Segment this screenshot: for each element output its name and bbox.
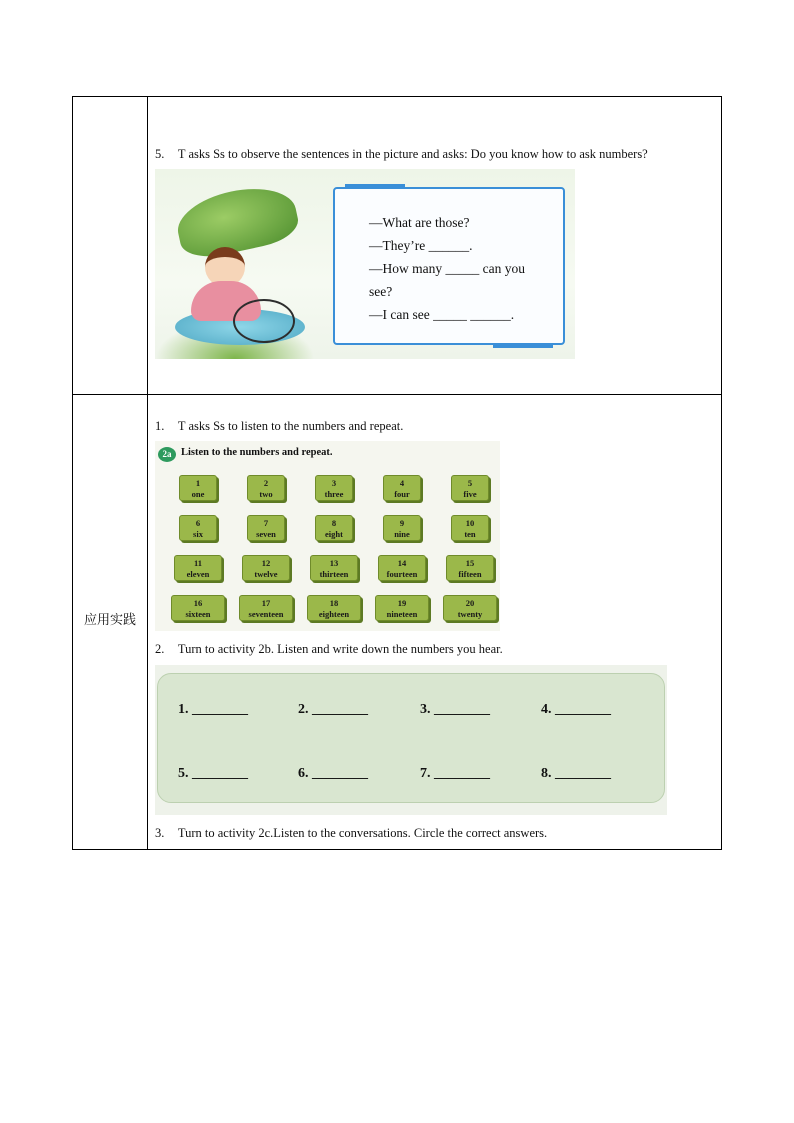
blank-3[interactable]: 3. ________ (420, 702, 490, 717)
number-tile-word: five (463, 489, 477, 499)
number-tile (443, 595, 497, 621)
number-tile-digit: 11 (193, 558, 203, 568)
step-5: 5. T asks Ss to observe the sentences in the picture and asks: Do you know how to ask numbers? (155, 147, 648, 161)
number-tile-word: six (193, 529, 203, 539)
number-tile-word: twenty (457, 609, 483, 619)
number-tile (247, 475, 285, 501)
number-tile (383, 475, 421, 501)
step-5-text: T asks Ss to observe the sentences in the picture and asks: Do you know how to ask numbers? (177, 147, 648, 161)
row-label-practice: 应用实践 (83, 613, 136, 628)
number-tile-digit: 9 (399, 518, 405, 528)
number-tile-word: eighteen (318, 609, 350, 619)
lesson-table (72, 96, 722, 850)
numbers-panel-title: Listen to the numbers and repeat. (181, 447, 333, 458)
write-numbers-box (155, 665, 667, 815)
number-tile-word: one (191, 489, 205, 499)
number-tile-digit: 15 (465, 558, 475, 568)
number-tile-word: eight (325, 529, 343, 539)
number-tile-word: fifteen (458, 569, 482, 579)
number-tile-word: three (324, 489, 344, 499)
number-tile (171, 595, 225, 621)
number-tile-digit: 6 (195, 518, 201, 528)
number-tile-digit: 20 (465, 598, 475, 608)
dialog-line-5: —I can see _____ ______. (369, 307, 515, 322)
number-tile-word: nineteen (386, 609, 418, 619)
number-tile-digit: 8 (331, 518, 337, 528)
number-tile-digit: 17 (261, 598, 271, 608)
number-tile (174, 555, 222, 581)
girl-dialog-picture (155, 169, 575, 359)
number-tile-digit: 13 (329, 558, 339, 568)
step-2-text: Turn to activity 2b. Listen and write down the numbers you hear. (177, 642, 503, 656)
number-tile-digit: 5 (467, 478, 473, 488)
number-tile-digit: 3 (331, 478, 337, 488)
write-numbers-panel (157, 673, 665, 803)
step-3: 3. Turn to activity 2c.Listen to the conversations. Circle the correct answers. (155, 826, 548, 840)
number-tile (451, 475, 489, 501)
number-tile (242, 555, 290, 581)
number-tile-word: eleven (186, 569, 210, 579)
number-tile-digit: 1 (195, 478, 201, 488)
number-tile (375, 595, 429, 621)
column-divider (147, 97, 148, 849)
number-tile-word: ten (464, 529, 476, 539)
number-tile (247, 515, 285, 541)
dialog-line-1: —What are those? (369, 215, 470, 230)
number-tile-word: sixteen (185, 609, 211, 619)
number-tile (310, 555, 358, 581)
number-tile-word: twelve (254, 569, 278, 579)
number-tile (451, 515, 489, 541)
number-tile-digit: 16 (193, 598, 203, 608)
number-tile-digit: 14 (397, 558, 407, 568)
number-tile-digit: 4 (399, 478, 405, 488)
step-2: 2. Turn to activity 2b. Listen and write down the numbers you hear. (155, 642, 503, 656)
step-1-text: T asks Ss to listen to the numbers and repeat. (177, 419, 404, 433)
number-tile (307, 595, 361, 621)
number-tile (179, 475, 217, 501)
step-3-text: Turn to activity 2c.Listen to the conversations. Circle the correct answers. (177, 826, 548, 840)
number-tile (315, 515, 353, 541)
number-tile (315, 475, 353, 501)
number-tile-digit: 7 (263, 518, 269, 528)
dialog-box (333, 187, 565, 345)
ducks-circle-mark (233, 299, 295, 343)
blank-4[interactable]: 4. ________ (541, 702, 611, 717)
number-tile-word: seventeen (248, 609, 284, 619)
row-divider (73, 394, 721, 395)
number-tile-word: thirteen (319, 569, 349, 579)
dialog-line-4: see? (369, 284, 393, 299)
blank-6[interactable]: 6. ________ (298, 766, 368, 781)
number-tile-digit: 10 (465, 518, 475, 528)
number-tile-digit: 2 (263, 478, 269, 488)
number-tile-word: fourteen (386, 569, 418, 579)
number-tile (239, 595, 293, 621)
number-tile (179, 515, 217, 541)
number-tile-word: seven (256, 529, 276, 539)
numbers-panel (155, 441, 500, 631)
dialog-line-3: —How many _____ can you (369, 261, 525, 276)
number-tile-digit: 12 (261, 558, 271, 568)
blank-2[interactable]: 2. ________ (298, 702, 368, 717)
number-tile-word: four (394, 489, 410, 499)
number-tile (383, 515, 421, 541)
step-1: 1. T asks Ss to listen to the numbers and repeat. (155, 419, 404, 433)
number-tile-digit: 19 (397, 598, 407, 608)
activity-badge: 2a (158, 447, 176, 462)
number-tile-word: two (259, 489, 273, 499)
number-tile-digit: 18 (329, 598, 339, 608)
dialog-line-2: —They’re ______. (369, 238, 473, 253)
number-tile (446, 555, 494, 581)
number-tile-word: nine (394, 529, 410, 539)
dialog-top-bar (345, 184, 405, 188)
blank-5[interactable]: 5. ________ (178, 766, 248, 781)
blank-7[interactable]: 7. ________ (420, 766, 490, 781)
number-tile (378, 555, 426, 581)
dialog-bottom-bar (493, 344, 553, 348)
blank-8[interactable]: 8. ________ (541, 766, 611, 781)
blank-1[interactable]: 1. ________ (178, 702, 248, 717)
